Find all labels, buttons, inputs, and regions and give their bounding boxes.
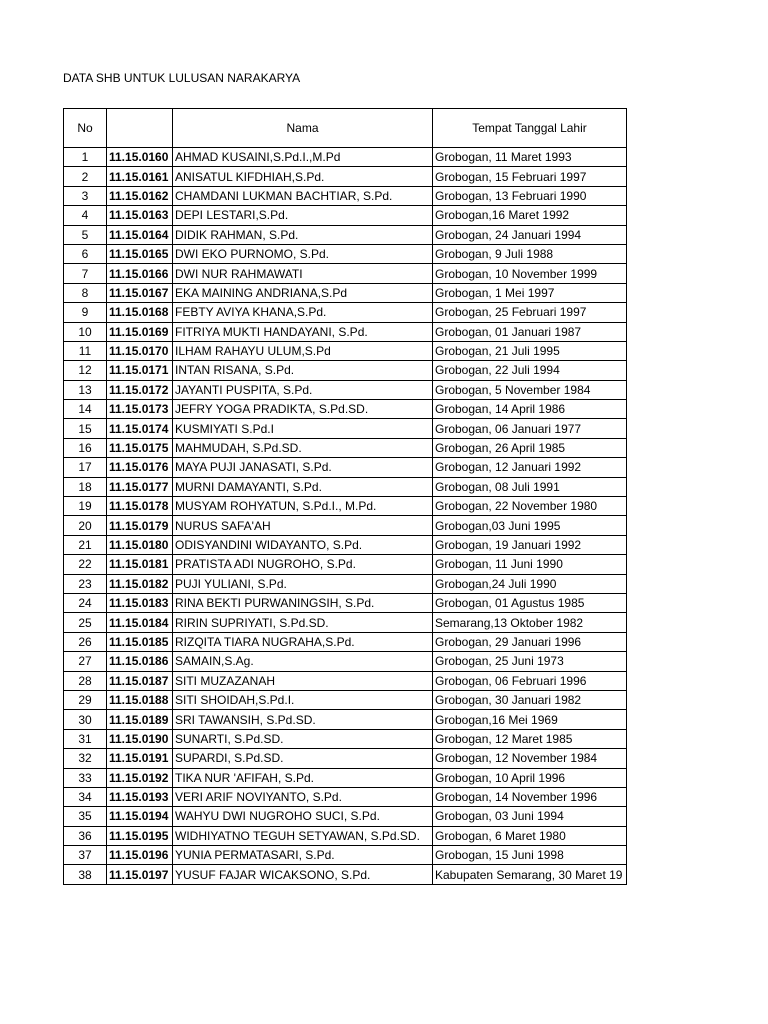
table-row [64, 206, 627, 225]
cell-tempat-tanggal-lahir: Grobogan, 11 Maret 1993 [433, 148, 627, 167]
cell-nim: 11.15.0161 [107, 167, 173, 186]
cell-nama: SUPARDI, S.Pd.SD. [173, 749, 433, 768]
table-row [64, 671, 627, 690]
table-row [64, 477, 627, 496]
cell-nim: 11.15.0177 [107, 477, 173, 496]
cell-nama: SUNARTI, S.Pd.SD. [173, 729, 433, 748]
table-row [64, 361, 627, 380]
table-row [64, 186, 627, 205]
cell-no: 30 [64, 710, 107, 729]
cell-tempat-tanggal-lahir: Grobogan, 19 Januari 1992 [433, 535, 627, 554]
cell-tempat-tanggal-lahir: Semarang,13 Oktober 1982 [433, 613, 627, 632]
cell-nim: 11.15.0182 [107, 574, 173, 593]
table-row [64, 148, 627, 167]
cell-nim: 11.15.0185 [107, 632, 173, 651]
cell-nama: MAHMUDAH, S.Pd.SD. [173, 438, 433, 457]
cell-no: 9 [64, 303, 107, 322]
cell-nim: 11.15.0169 [107, 322, 173, 341]
cell-no: 19 [64, 497, 107, 516]
cell-tempat-tanggal-lahir: Grobogan, 22 Juli 1994 [433, 361, 627, 380]
cell-nama: MUSYAM ROHYATUN, S.Pd.I., M.Pd. [173, 497, 433, 516]
cell-nama: JEFRY YOGA PRADIKTA, S.Pd.SD. [173, 400, 433, 419]
cell-nim: 11.15.0174 [107, 419, 173, 438]
cell-no: 31 [64, 729, 107, 748]
cell-tempat-tanggal-lahir: Grobogan,16 Maret 1992 [433, 206, 627, 225]
cell-nim: 11.15.0171 [107, 361, 173, 380]
cell-nim: 11.15.0196 [107, 846, 173, 865]
table-body [64, 148, 627, 885]
cell-no: 12 [64, 361, 107, 380]
cell-no: 28 [64, 671, 107, 690]
cell-nim: 11.15.0160 [107, 148, 173, 167]
data-table [63, 108, 627, 885]
cell-nim: 11.15.0168 [107, 303, 173, 322]
cell-no: 11 [64, 341, 107, 360]
cell-nim: 11.15.0187 [107, 671, 173, 690]
table-row [64, 652, 627, 671]
cell-nim: 11.15.0165 [107, 244, 173, 263]
cell-no: 21 [64, 535, 107, 554]
cell-nama: MURNI DAMAYANTI, S.Pd. [173, 477, 433, 496]
cell-nama: RINA BEKTI PURWANINGSIH, S.Pd. [173, 593, 433, 612]
cell-tempat-tanggal-lahir: Grobogan, 10 April 1996 [433, 768, 627, 787]
cell-nim: 11.15.0163 [107, 206, 173, 225]
table-row [64, 593, 627, 612]
cell-no: 37 [64, 846, 107, 865]
cell-nama: DWI NUR RAHMAWATI [173, 264, 433, 283]
cell-nim: 11.15.0192 [107, 768, 173, 787]
cell-tempat-tanggal-lahir: Grobogan, 24 Januari 1994 [433, 225, 627, 244]
cell-tempat-tanggal-lahir: Grobogan, 25 Juni 1973 [433, 652, 627, 671]
cell-no: 23 [64, 574, 107, 593]
table-row [64, 768, 627, 787]
cell-nim: 11.15.0193 [107, 787, 173, 806]
cell-no: 6 [64, 244, 107, 263]
cell-tempat-tanggal-lahir: Grobogan, 01 Januari 1987 [433, 322, 627, 341]
cell-nim: 11.15.0189 [107, 710, 173, 729]
cell-nim: 11.15.0188 [107, 690, 173, 709]
cell-nim: 11.15.0179 [107, 516, 173, 535]
cell-tempat-tanggal-lahir: Grobogan,03 Juni 1995 [433, 516, 627, 535]
cell-tempat-tanggal-lahir: Grobogan, 06 Januari 1977 [433, 419, 627, 438]
cell-no: 18 [64, 477, 107, 496]
cell-no: 29 [64, 690, 107, 709]
table-row [64, 690, 627, 709]
table-row [64, 574, 627, 593]
cell-tempat-tanggal-lahir: Grobogan, 30 Januari 1982 [433, 690, 627, 709]
table-row [64, 419, 627, 438]
cell-no: 34 [64, 787, 107, 806]
cell-no: 25 [64, 613, 107, 632]
cell-tempat-tanggal-lahir: Grobogan, 10 November 1999 [433, 264, 627, 283]
cell-tempat-tanggal-lahir: Grobogan,24 Juli 1990 [433, 574, 627, 593]
cell-tempat-tanggal-lahir: Grobogan, 9 Juli 1988 [433, 244, 627, 263]
cell-tempat-tanggal-lahir: Grobogan, 22 November 1980 [433, 497, 627, 516]
cell-nama: RIZQITA TIARA NUGRAHA,S.Pd. [173, 632, 433, 651]
cell-no: 4 [64, 206, 107, 225]
header-nama: Nama [173, 109, 433, 148]
cell-nama: RIRIN SUPRIYATI, S.Pd.SD. [173, 613, 433, 632]
cell-no: 8 [64, 283, 107, 302]
cell-nama: SRI TAWANSIH, S.Pd.SD. [173, 710, 433, 729]
cell-nama: SITI SHOIDAH,S.Pd.I. [173, 690, 433, 709]
cell-nama: SAMAIN,S.Ag. [173, 652, 433, 671]
cell-tempat-tanggal-lahir: Grobogan, 26 April 1985 [433, 438, 627, 457]
page-title: DATA SHB UNTUK LULUSAN NARAKARYA [63, 71, 301, 85]
cell-nama: VERI ARIF NOVIYANTO, S.Pd. [173, 787, 433, 806]
table-row [64, 283, 627, 302]
cell-no: 7 [64, 264, 107, 283]
cell-tempat-tanggal-lahir: Grobogan, 03 Juni 1994 [433, 807, 627, 826]
cell-tempat-tanggal-lahir: Grobogan, 29 Januari 1996 [433, 632, 627, 651]
table-row [64, 380, 627, 399]
header-nim [107, 109, 173, 148]
cell-no: 33 [64, 768, 107, 787]
cell-nim: 11.15.0180 [107, 535, 173, 554]
cell-nama: NURUS SAFA'AH [173, 516, 433, 535]
header-no: No [64, 109, 107, 148]
cell-nim: 11.15.0186 [107, 652, 173, 671]
cell-tempat-tanggal-lahir: Grobogan, 6 Maret 1980 [433, 826, 627, 845]
cell-nama: EKA MAINING ANDRIANA,S.Pd [173, 283, 433, 302]
cell-nim: 11.15.0197 [107, 865, 173, 884]
cell-nama: WAHYU DWI NUGROHO SUCI, S.Pd. [173, 807, 433, 826]
header-row [64, 109, 627, 148]
cell-no: 5 [64, 225, 107, 244]
cell-nama: ANISATUL KIFDHIAH,S.Pd. [173, 167, 433, 186]
cell-nama: CHAMDANI LUKMAN BACHTIAR, S.Pd. [173, 186, 433, 205]
cell-tempat-tanggal-lahir: Grobogan, 12 November 1984 [433, 749, 627, 768]
cell-no: 15 [64, 419, 107, 438]
table-row [64, 264, 627, 283]
cell-no: 10 [64, 322, 107, 341]
cell-nama: JAYANTI PUSPITA, S.Pd. [173, 380, 433, 399]
table-row [64, 555, 627, 574]
cell-tempat-tanggal-lahir: Grobogan, 12 Januari 1992 [433, 458, 627, 477]
table-row [64, 613, 627, 632]
table-row [64, 516, 627, 535]
cell-tempat-tanggal-lahir: Grobogan, 14 November 1996 [433, 787, 627, 806]
cell-no: 32 [64, 749, 107, 768]
cell-no: 24 [64, 593, 107, 612]
header-ttl: Tempat Tanggal Lahir [433, 109, 627, 148]
cell-nama: TIKA NUR 'AFIFAH, S.Pd. [173, 768, 433, 787]
cell-no: 22 [64, 555, 107, 574]
table-row [64, 458, 627, 477]
cell-no: 38 [64, 865, 107, 884]
cell-nim: 11.15.0172 [107, 380, 173, 399]
cell-nim: 11.15.0181 [107, 555, 173, 574]
cell-nim: 11.15.0194 [107, 807, 173, 826]
cell-tempat-tanggal-lahir: Grobogan, 08 Juli 1991 [433, 477, 627, 496]
table-row [64, 865, 627, 884]
cell-tempat-tanggal-lahir: Grobogan, 14 April 1986 [433, 400, 627, 419]
cell-no: 2 [64, 167, 107, 186]
cell-nim: 11.15.0166 [107, 264, 173, 283]
cell-no: 16 [64, 438, 107, 457]
cell-tempat-tanggal-lahir: Grobogan, 21 Juli 1995 [433, 341, 627, 360]
cell-nama: SITI MUZAZANAH [173, 671, 433, 690]
table-row [64, 303, 627, 322]
table-row [64, 497, 627, 516]
cell-no: 14 [64, 400, 107, 419]
cell-no: 20 [64, 516, 107, 535]
cell-nama: ILHAM RAHAYU ULUM,S.Pd [173, 341, 433, 360]
cell-no: 3 [64, 186, 107, 205]
cell-nama: INTAN RISANA, S.Pd. [173, 361, 433, 380]
cell-no: 1 [64, 148, 107, 167]
cell-nama: YUNIA PERMATASARI, S.Pd. [173, 846, 433, 865]
cell-tempat-tanggal-lahir: Grobogan, 25 Februari 1997 [433, 303, 627, 322]
table-row [64, 846, 627, 865]
cell-nama: DEPI LESTARI,S.Pd. [173, 206, 433, 225]
cell-tempat-tanggal-lahir: Grobogan, 1 Mei 1997 [433, 283, 627, 302]
cell-no: 35 [64, 807, 107, 826]
cell-nim: 11.15.0170 [107, 341, 173, 360]
cell-nim: 11.15.0191 [107, 749, 173, 768]
cell-nim: 11.15.0175 [107, 438, 173, 457]
cell-no: 36 [64, 826, 107, 845]
cell-no: 13 [64, 380, 107, 399]
cell-no: 26 [64, 632, 107, 651]
cell-tempat-tanggal-lahir: Kabupaten Semarang, 30 Maret 19 [433, 865, 627, 884]
cell-nama: PUJI YULIANI, S.Pd. [173, 574, 433, 593]
cell-tempat-tanggal-lahir: Grobogan, 15 Februari 1997 [433, 167, 627, 186]
table-row [64, 400, 627, 419]
table-row [64, 322, 627, 341]
table-row [64, 710, 627, 729]
cell-nim: 11.15.0176 [107, 458, 173, 477]
table-row [64, 826, 627, 845]
table-row [64, 244, 627, 263]
table-row [64, 787, 627, 806]
cell-nama: YUSUF FAJAR WICAKSONO, S.Pd. [173, 865, 433, 884]
cell-tempat-tanggal-lahir: Grobogan, 01 Agustus 1985 [433, 593, 627, 612]
cell-tempat-tanggal-lahir: Grobogan, 11 Juni 1990 [433, 555, 627, 574]
table-row [64, 729, 627, 748]
cell-tempat-tanggal-lahir: Grobogan, 13 Februari 1990 [433, 186, 627, 205]
cell-nama: FITRIYA MUKTI HANDAYANI, S.Pd. [173, 322, 433, 341]
cell-nama: ODISYANDINI WIDAYANTO, S.Pd. [173, 535, 433, 554]
cell-nama: FEBTY AVIYA KHANA,S.Pd. [173, 303, 433, 322]
cell-nim: 11.15.0167 [107, 283, 173, 302]
table-row [64, 438, 627, 457]
table-row [64, 535, 627, 554]
cell-nim: 11.15.0190 [107, 729, 173, 748]
cell-nama: AHMAD KUSAINI,S.Pd.I.,M.Pd [173, 148, 433, 167]
cell-nim: 11.15.0162 [107, 186, 173, 205]
cell-nim: 11.15.0173 [107, 400, 173, 419]
cell-no: 17 [64, 458, 107, 477]
cell-tempat-tanggal-lahir: Grobogan,16 Mei 1969 [433, 710, 627, 729]
cell-nim: 11.15.0183 [107, 593, 173, 612]
cell-tempat-tanggal-lahir: Grobogan, 5 November 1984 [433, 380, 627, 399]
cell-nama: DWI EKO PURNOMO, S.Pd. [173, 244, 433, 263]
table-header [64, 109, 627, 148]
cell-nama: PRATISTA ADI NUGROHO, S.Pd. [173, 555, 433, 574]
cell-no: 27 [64, 652, 107, 671]
table-row [64, 749, 627, 768]
cell-nama: DIDIK RAHMAN, S.Pd. [173, 225, 433, 244]
table-row [64, 225, 627, 244]
cell-nama: MAYA PUJI JANASATI, S.Pd. [173, 458, 433, 477]
table-row [64, 807, 627, 826]
cell-nim: 11.15.0164 [107, 225, 173, 244]
cell-nim: 11.15.0178 [107, 497, 173, 516]
cell-tempat-tanggal-lahir: Grobogan, 12 Maret 1985 [433, 729, 627, 748]
cell-nim: 11.15.0195 [107, 826, 173, 845]
cell-nama: WIDHIYATNO TEGUH SETYAWAN, S.Pd.SD. [173, 826, 433, 845]
table-row [64, 167, 627, 186]
cell-nim: 11.15.0184 [107, 613, 173, 632]
cell-tempat-tanggal-lahir: Grobogan, 06 Februari 1996 [433, 671, 627, 690]
table-row [64, 632, 627, 651]
cell-nama: KUSMIYATI S.Pd.I [173, 419, 433, 438]
table-row [64, 341, 627, 360]
cell-tempat-tanggal-lahir: Grobogan, 15 Juni 1998 [433, 846, 627, 865]
